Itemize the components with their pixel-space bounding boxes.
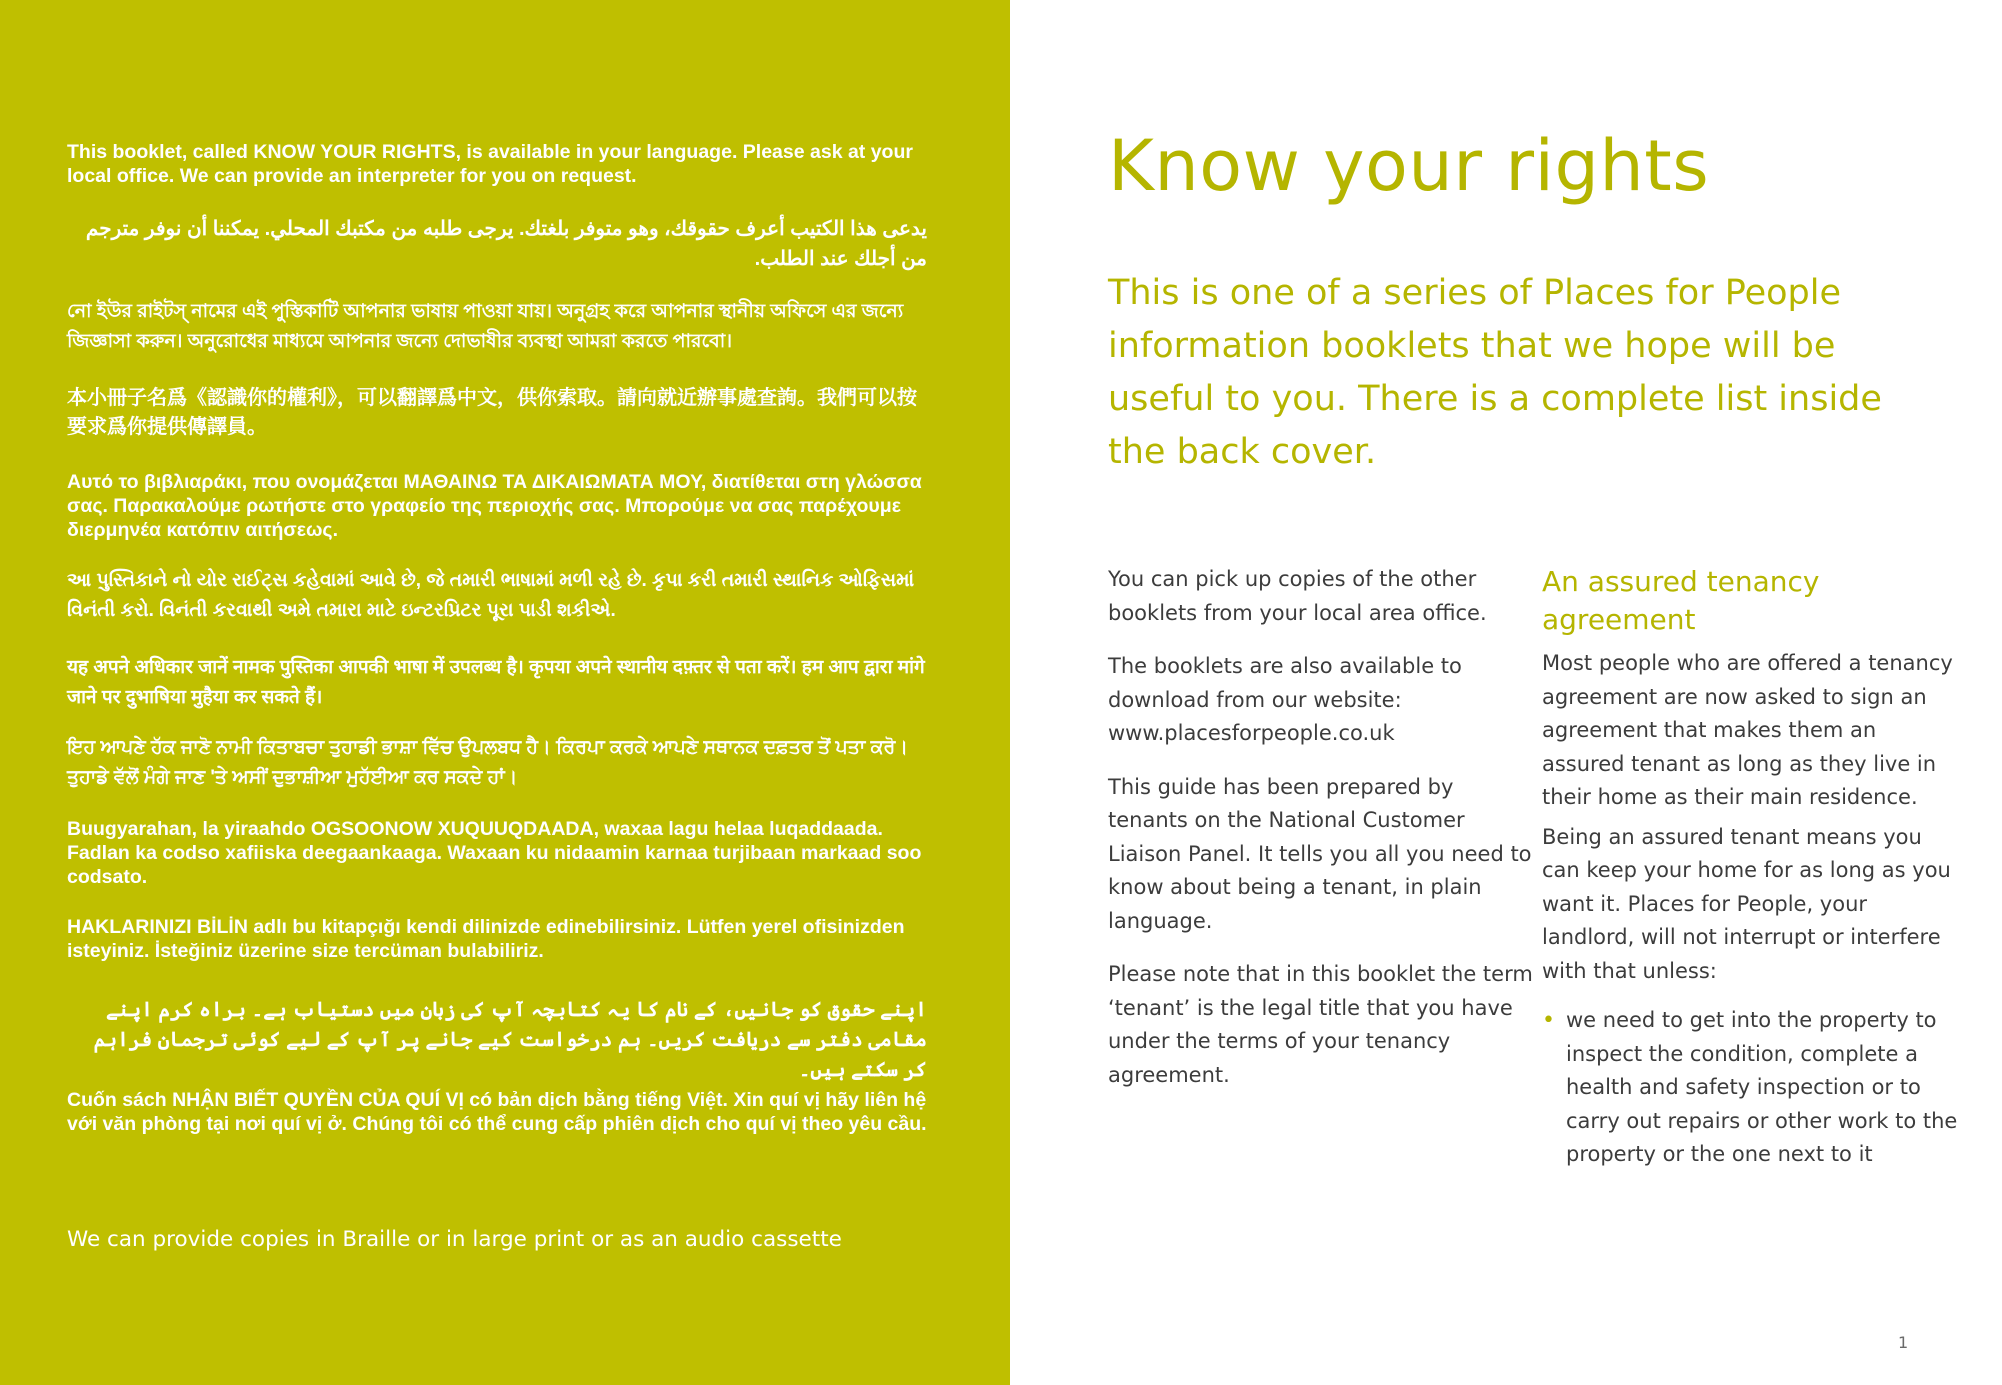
section-heading-assured-tenancy: An assured tenancy agreement	[1542, 565, 1820, 636]
translation-english: This booklet, called KNOW YOUR RIGHTS, is available in your language. Please ask at your local office. We can provide an interpreter for you on request.	[67, 141, 913, 187]
intro-paragraph: This is one of a series of Places for People information booklets that we hope will be useful to you. There is a complete list inside the back cover.	[1108, 273, 1882, 472]
paragraph-assured-tenant-rights: Being an assured tenant means you can keep your home for as long as you want it. Places for People, your landlord, will not interrupt or interfere with that unless:	[1542, 824, 1951, 983]
translation-gujarati: આ પુસ્તિકાને નો યોર રાઈટ્સ કહેવામાં આવે છે, જે તમારી ભાષામાં મળી રહે છે. કૃપા કરી તમારી સ્થાનિક ઓફિસમાં વિનંતી કરો. વિનંતી કરવાથી અમે તમારા માટે ઇન્ટરપ્રિટર પૂરા પાડી શકીએ.	[67, 570, 915, 621]
paragraph-pick-up-copies: You can pick up copies of the other booklets from your local area office.	[1108, 567, 1487, 625]
paragraph-assured-tenant-definition: Most people who are offered a tenancy agreement are now asked to sign an agreement that makes them an assured tenant as long as they live in their home as their main residence.	[1542, 651, 1953, 809]
paragraph-download-website: The booklets are also available to download from our website: www.placesforpeople.co.uk	[1108, 654, 1462, 745]
translation-hindi: यह अपने अधिकार जानें नामक पुस्तिका आपकी भाषा में उपलब्ध है। कृपया अपने स्थानीय दफ़्तर से पता करें। हम आप द्वारा मांगे जाने पर दुभाषिया मुहैया कर सकते हैं।	[67, 657, 925, 708]
translation-urdu: اپنے حقوق کو جانیں، کے نام کا یہ کتابچہ آپ کی زبان میں دستیاب ہے۔ براہ کرم اپنے مقامی دفتر سے دریافت کریں۔ ہم درخواست کیے جانے پر آپ کے لیے کوئی ترجمان فراہم کر سکتے ہیں۔	[93, 999, 927, 1081]
bullet-item	[1542, 1004, 1962, 1172]
bullet-text: we need to get into the property to inspect the condition, complete a health and safety inspection or to carry out repairs or other work to the property or the one next to it	[1566, 1008, 1958, 1166]
translation-greek: Αυτό το βιβλιαράκι, που ονομάζεται ΜΑΘΑΙΝΩ ΤΑ ΔΙΚΑΙΩΜΑΤΑ ΜΟΥ, διατίθεται στη γλώσσα σας. Παρακαλούμε ρωτήστε στο γραφείο της περιοχής σας. Μπορούμε να σας παρέχουμε διερμηνέα κατόπιν αιτήσεως.	[67, 471, 922, 541]
bullet-icon: •	[1542, 1008, 1555, 1033]
page-title: Know your rights	[1108, 125, 1710, 207]
translation-punjabi: ਇਹ ਆਪਣੇ ਹੱਕ ਜਾਣੋ ਨਾਮੀ ਕਿਤਾਬਚਾ ਤੁਹਾਡੀ ਭਾਸ਼ਾ ਵਿੱਚ ਉਪਲਬਧ ਹੈ। ਕਿਰਪਾ ਕਰਕੇ ਆਪਣੇ ਸਥਾਨਕ ਦਫ਼ਤਰ ਤੋਂ ਪਤਾ ਕਰੋ। ਤੁਹਾਡੇ ਵੱਲੋਂ ਮੰਗੇ ਜਾਣ 'ਤੇ ਅਸੀਂ ਦੁਭਾਸ਼ੀਆ ਮੁਹੱਈਆ ਕਰ ਸਕਦੇ ਹਾਂ।	[67, 737, 909, 788]
translation-bengali: নো ইউর রাইটস্ নামের এই পুস্তিকাটি আপনার ভাষায় পাওয়া যায়। অনুগ্রহ করে আপনার স্থানীয় অফিসে এর জন্যে জিজ্ঞাসা করুন। অনুরোধের মাধ্যমে আপনার জন্যে দোভাষীর ব্যবস্থা আমরা করতে পারবো।	[67, 301, 904, 352]
translation-arabic: يدعى هذا الكتيب أعرف حقوقك، وهو متوفر بلغتك. يرجى طلبه من مكتبك المحلي. يمكننا أن نوفر مترجم من أجلك عند الطلب.	[85, 218, 927, 270]
paragraph-tenant-term-note: Please note that in this booklet the term ‘tenant’ is the legal title that you have under the terms of your tenancy agreement.	[1108, 962, 1533, 1087]
right-text-column	[1542, 563, 1962, 1172]
paragraph-guide-prepared: This guide has been prepared by tenants on the National Customer Liaison Panel. It tells you all you need to know about being a tenant, in plain language.	[1108, 774, 1532, 933]
translation-turkish: HAKLARINIZI BİLİN adlı bu kitapçığı kendi dilinizde edinebilirsiniz. Lütfen yerel ofisinizden isteyiniz. İsteğiniz üzerine size tercüman bulabiliriz.	[67, 916, 905, 962]
translation-chinese: 本小冊子名爲《認識你的權利》，可以翻譯爲中文，供你索取。請向就近辦事處查詢。我們可以按要求爲你提供傳譯員。	[67, 387, 917, 438]
page-number: 1	[1898, 1333, 1909, 1352]
left-text-column	[1108, 563, 1538, 1112]
alternative-formats-note: We can provide copies in Braille or in large print or as an audio cassette	[67, 1227, 842, 1252]
translation-vietnamese: Cuốn sách NHẬN BIẾT QUYỀN CỦA QUÍ VỊ có bản dịch bằng tiếng Việt. Xin quí vị hãy liên hệ với văn phòng tại nơi quí vị ở. Chúng tôi có thể cung cấp phiên dịch cho quí vị theo yêu cầu.	[67, 1089, 927, 1135]
translation-somali: Buugyarahan, la yiraahdo OGSOONOW XUQUUQDAADA, waxaa lagu helaa luqaddaada. Fadlan ka codso xafiiska deegaankaaga. Waxaan ku nidaamin karnaa turjibaan markaad soo codsato.	[67, 818, 922, 888]
